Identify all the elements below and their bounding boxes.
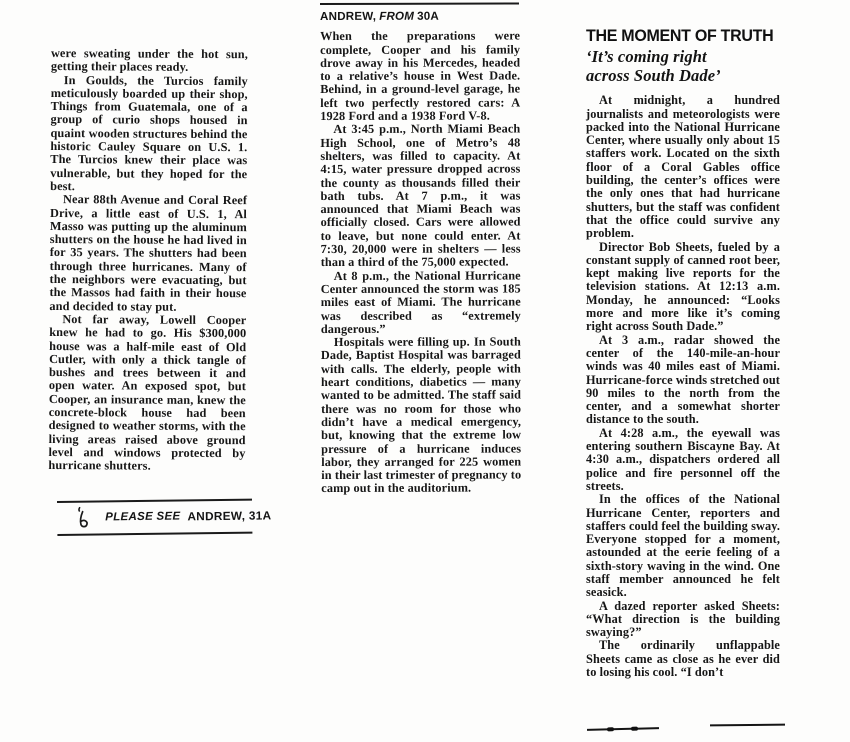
paragraph: At 8 p.m., the National Hurricane Center announced the storm was 185 miles east of Miami. The hurricane was described as “extremely dangerous.” bbox=[320, 268, 521, 336]
continuation-slug bbox=[320, 9, 520, 23]
deck-line: across South Dade’ bbox=[586, 66, 721, 86]
paragraph: Near 88th Avenue and Coral Reef Drive, a little east of U.S. 1, Al Masso was putting up the aluminum shutters on the house he had lived in for 35 years. The shutters had been through three hurricanes. Many of the neighbors were evacuating, but the Massos had faith in their house and decided to stay put. bbox=[49, 192, 248, 314]
handwritten-mark-icon bbox=[73, 506, 91, 530]
paragraph: Not far away, Lowell Cooper knew he had to go. His $300,000 house was a half-mile east of Old Cutler, with only a thick tangle of bushes and trees between it and open water. An exposed spot, but Cooper, an insurance man, knew the concrete-block house had been designed to weather storms, with the living areas raised above ground level and windows protected by hurricane shutters. bbox=[48, 312, 247, 473]
continuation-page-ref: 30A bbox=[417, 9, 440, 23]
paragraph: A dazed reporter asked Sheets: “What direction is the building swaying?” bbox=[586, 598, 780, 640]
column-right bbox=[586, 27, 780, 680]
paragraph: In the offices of the National Hurricane Center, reporters and staffers could feel the building sway. Everyone stopped for a moment, astounded at the eerie feeling of a sixth-story waving in the wind. One staff member announced he felt seasick. bbox=[586, 492, 780, 600]
torn-rule-fragment-left bbox=[587, 727, 659, 731]
paragraph: In Goulds, the Turcios family meticulously boarded up their shop, Things from Guatemala, one of a group of curio shops housed in quaint wooden structures behind the historic Cauley Square on U.S. 1. The Turcios knew their place was vulnerable, but they hoped for the best. bbox=[50, 72, 248, 194]
section-headline: THE MOMENT OF TRUTH bbox=[586, 27, 774, 45]
jump-line bbox=[57, 499, 272, 536]
paragraph: Director Bob Sheets, fueled by a constant supply of canned root beer, kept making live reports for the television stations. At 12:13 a.m. Monday, he announced: “Looks more and more like it’s coming right across South Dade.” bbox=[586, 239, 780, 334]
paragraph: At 4:28 a.m., the eyewall was entering southern Biscayne Bay. At 4:30 a.m., dispatchers ordered all police and fire personnel off the streets. bbox=[586, 425, 780, 493]
paragraph: At midnight, a hundred journalists and meteorologists were packed into the National Hurricane Center, where usually only about 15 staffers work. Located on the sixth floor of a Coral Gables office building, the center’s offices were the only ones that had hurricane shutters, but the staff was confident that the office could survive any problem. bbox=[586, 93, 780, 241]
scan-artifact bbox=[631, 727, 638, 731]
jump-line-lead: PLEASE SEE bbox=[105, 510, 181, 524]
paragraph: At 3 a.m., radar showed the center of the 140-mile-an-hour winds was 40 miles east of Miami. Hurricane-force winds stretched out 90 miles to the north from the center, and a somewhat shorter distance to the south. bbox=[586, 332, 780, 427]
paragraph: were sweating under the hot sun, getting their places ready. bbox=[50, 46, 249, 75]
continuation-rule bbox=[320, 2, 519, 5]
jump-line-reference: ANDREW, 31A bbox=[187, 508, 272, 524]
continuation-from-word: FROM bbox=[379, 9, 415, 23]
column-middle bbox=[320, 2, 521, 495]
deck-line: ‘It’s coming right bbox=[586, 47, 707, 67]
scan-artifact bbox=[607, 727, 614, 731]
continuation-slug-name: ANDREW, bbox=[320, 9, 377, 23]
jump-line-row bbox=[57, 501, 272, 534]
column-left bbox=[48, 47, 248, 474]
paragraph: Hospitals were filling up. In South Dade, Baptist Hospital was barraged with calls. The elderly, people with heart conditions, diabetics — many wanted to be admitted. The staff said there was no room for those who didn’t have a medical emergency, but, knowing that the extreme low pressure of a hurricane induces labor, they arranged for 225 women in their last trimester of pregnancy to camp out in the auditorium. bbox=[320, 334, 522, 496]
torn-rule-fragment-right bbox=[710, 724, 785, 727]
deck-quote bbox=[586, 47, 780, 85]
paragraph: When the preparations were complete, Cooper and his family drove away in his Mercedes, headed to a relative’s house in West Dade. Behind, in a ground-level garage, he left two perfectly restored cars: A 1928 Ford and a 1938 Ford V-8. bbox=[320, 28, 521, 124]
paragraph: The ordinarily unflappable Sheets came as close as he ever did to losing his cool. “I don’t bbox=[586, 638, 780, 680]
paragraph: At 3:45 p.m., North Miami Beach High School, one of Metro’s 48 shelters, was filled to capacity. At 4:15, water pressure dropped across the county as thousands filled their bath tubs. At 7 p.m., it was announced that Miami Beach was officially closed. Cars were allowed to leave, but none could enter. At 7:30, 20,000 were in shelters — less than a third of the 75,000 expected. bbox=[320, 121, 521, 270]
